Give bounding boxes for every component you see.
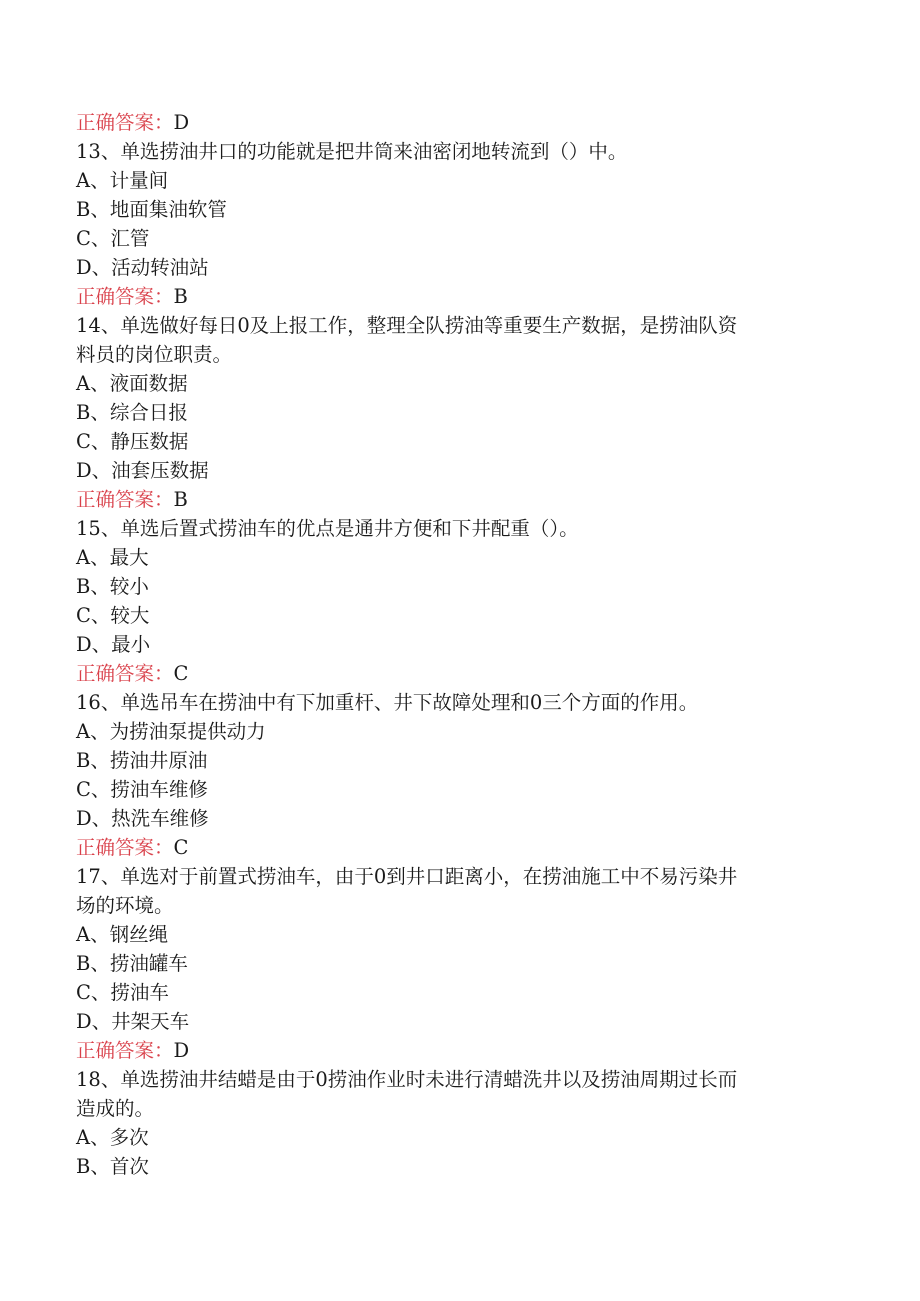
answer-label: 正确答案： (76, 662, 174, 685)
answer-line (76, 1036, 856, 1065)
option-line: C、汇管 (76, 227, 150, 250)
question-line: 造成的。 (76, 1097, 155, 1120)
option-line: A、计量间 (76, 169, 169, 192)
option-line: A、为捞油泵提供动力 (76, 720, 266, 743)
question-line: 17、单选对于前置式捞油车，由于0到井口距离小，在捞油施工中不易污染井 (76, 865, 738, 888)
answer-label: 正确答案： (76, 111, 174, 134)
answer-line (76, 108, 856, 137)
option-line: B、地面集油软管 (76, 198, 227, 221)
option-line: A、最大 (76, 546, 149, 569)
question-line: 场的环境。 (76, 894, 174, 917)
answer-value: C (173, 836, 189, 859)
answer-line (76, 659, 856, 688)
option-line: B、首次 (76, 1155, 149, 1178)
option-line: B、捞油井原油 (76, 749, 208, 772)
option-line: A、多次 (76, 1126, 149, 1149)
option-line: D、油套压数据 (76, 459, 209, 482)
option-line: C、较大 (76, 604, 150, 627)
answer-label: 正确答案： (76, 1039, 174, 1062)
answer-line (76, 485, 856, 514)
option-line: B、捞油罐车 (76, 952, 188, 975)
answer-label: 正确答案： (76, 836, 174, 859)
option-line: D、活动转油站 (76, 256, 209, 279)
option-line: C、静压数据 (76, 430, 189, 453)
answer-label: 正确答案： (76, 285, 174, 308)
answer-line (76, 282, 856, 311)
option-line: D、热洗车维修 (76, 807, 209, 830)
option-line: D、最小 (76, 633, 151, 656)
question-line: 14、单选做好每日0及上报工作，整理全队捞油等重要生产数据，是捞油队资 (76, 314, 738, 337)
question-line: 料员的岗位职责。 (76, 343, 233, 366)
option-line: B、综合日报 (76, 401, 188, 424)
answer-label: 正确答案： (76, 488, 174, 511)
document-page (76, 108, 856, 1181)
option-line: A、钢丝绳 (76, 923, 169, 946)
question-line: 13、单选捞油井口的功能就是把井筒来油密闭地转流到（）中。 (76, 140, 628, 163)
answer-value: B (173, 285, 188, 308)
question-line: 16、单选吊车在捞油中有下加重杆、井下故障处理和0三个方面的作用。 (76, 691, 699, 714)
option-line: A、液面数据 (76, 372, 188, 395)
answer-value: B (173, 488, 188, 511)
option-line: D、井架天车 (76, 1010, 190, 1033)
answer-line (76, 833, 856, 862)
answer-value: D (173, 1039, 190, 1062)
option-line: B、较小 (76, 575, 149, 598)
answer-value: D (173, 111, 190, 134)
question-line: 18、单选捞油井结蜡是由于0捞油作业时未进行清蜡洗井以及捞油周期过长而 (76, 1068, 738, 1091)
option-line: C、捞油车维修 (76, 778, 208, 801)
option-line: C、捞油车 (76, 981, 169, 1004)
answer-value: C (173, 662, 189, 685)
question-line: 15、单选后置式捞油车的优点是通井方便和下井配重（）。 (76, 517, 579, 540)
